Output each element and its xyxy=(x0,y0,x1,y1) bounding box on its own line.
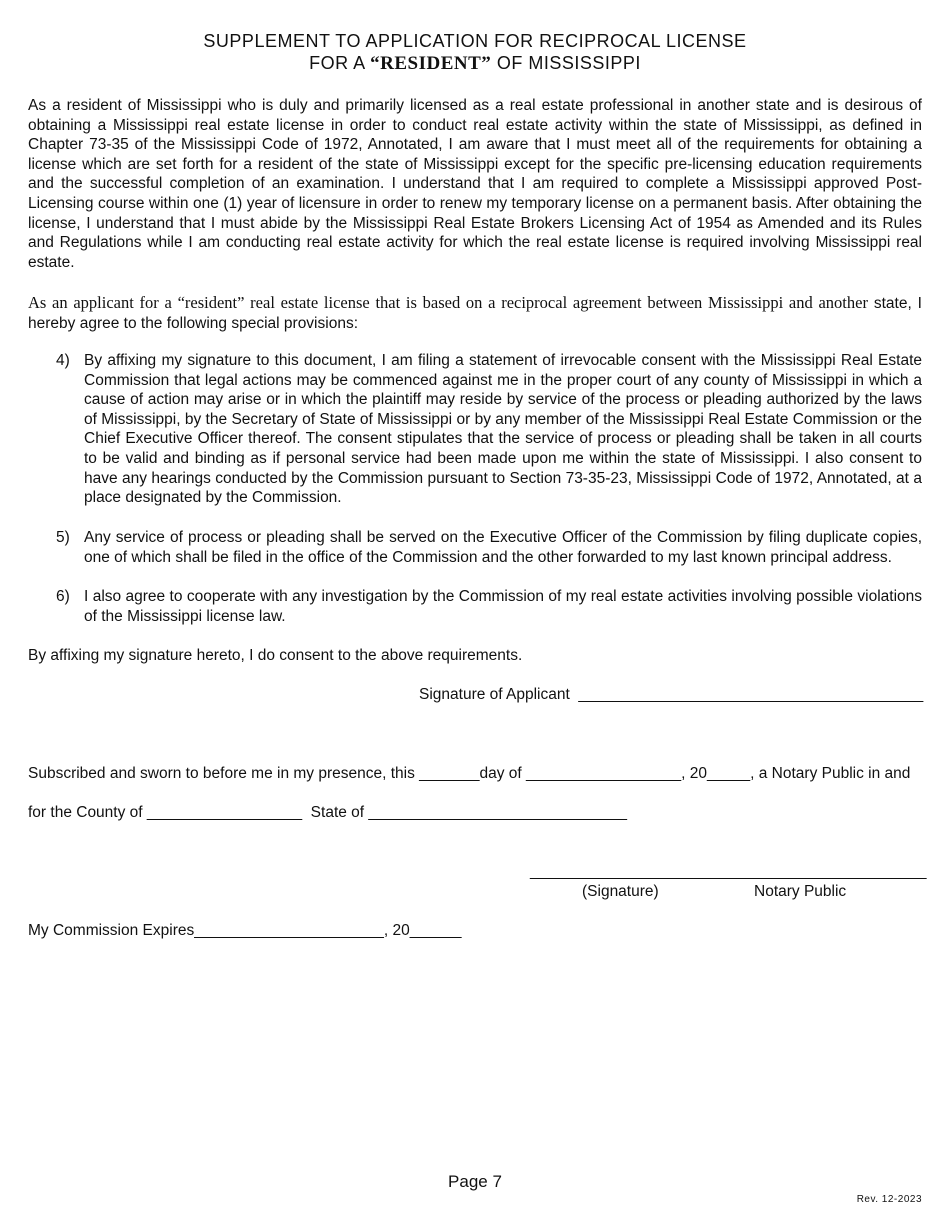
provision-item xyxy=(56,528,922,567)
notary-signature-label: (Signature) xyxy=(582,883,659,900)
sworn-statement-line[interactable]: Subscribed and sworn to before me in my presence, this _______day of __________________, 20_____, a Notary Public in and xyxy=(28,765,911,782)
provision-number: 6) xyxy=(56,588,70,605)
provision-text: By affixing my signature to this document, I am filing a statement of irrevocable consent with the Mississippi Real Estate Commission that legal actions may be commenced against me in the proper court of any county of Mississippi in which a cause of action may arise or in which the plaintiff may reside by service of the process or pleading authorized by the laws of Mississippi, by the Secretary of State of Mississippi or by any member of the Mississippi Real Estate Commission or the Chief Executive Officer thereof. The consent stipulates that the service of process or pleading shall be taken in all courts to be valid and binding as if personal service had been made upon me within the state of Mississippi. I also consent to have any hearings conducted by the Commission pursuant to Section 73-35-23, Mississippi Code of 1972, Annotated, at a place designated by the Commission. xyxy=(84,352,922,507)
provision-text: I also agree to cooperate with any investigation by the Commission of my real estate activities involving possible violations of the Mississippi license law. xyxy=(84,588,922,625)
consent-statement: By affixing my signature hereto, I do consent to the above requirements. xyxy=(28,647,523,664)
provision-item xyxy=(56,351,922,508)
applicant-signature-field[interactable]: Signature of Applicant ________________________________________ xyxy=(419,686,924,703)
agreement-intro-serif: As an applicant for a “resident” real estate license that is based on a reciprocal agreement between Mississippi and another xyxy=(28,293,868,312)
provision-text: Any service of process or pleading shall be served on the Executive Officer of the Commission by filing duplicate copies, one of which shall be filed in the office of the Commission and the other forwarded to my last known principal address. xyxy=(84,529,922,566)
agreement-intro-rest: state, I hereby agree to the following special provisions: xyxy=(28,295,922,332)
notary-signature-rule[interactable]: ______________________________________________ xyxy=(530,863,927,880)
notary-public-label: Notary Public xyxy=(754,883,847,900)
agreement-intro xyxy=(28,293,922,333)
title-line-2 xyxy=(0,52,950,75)
commission-expires-line[interactable]: My Commission Expires______________________, 20______ xyxy=(28,922,462,939)
provision-number: 5) xyxy=(56,529,70,546)
title-line-2-resident: “RESIDENT” xyxy=(370,53,492,74)
title-line-1: SUPPLEMENT TO APPLICATION FOR RECIPROCAL LICENSE xyxy=(203,31,747,51)
intro-paragraph: As a resident of Mississippi who is duly and primarily licensed as a real estate professional in another state and is desirous of obtaining a Mississippi real estate license in order to conduct real estate activity within the state of Mississippi, as defined in Chapter 73-35 of the Mississippi Code of 1972, Annotated, I am aware that I must meet all of the requirements for obtaining a license which are set forth for a resident of the state of Mississippi except for the specific pre-licensing education requirements and the successful completion of an examination. I understand that I am required to complete a Mississippi approved Post-Licensing course within one (1) year of licensure in order to renew my temporary license on a permanent basis. After obtaining the license, I understand that I must abide by the Mississippi Real Estate Brokers Licensing Act of 1954 as Amended and its Rules and Regulations while I am conducting real estate activity for which the real estate license is required involving Mississippi real estate. xyxy=(28,97,922,271)
provision-item xyxy=(56,587,922,626)
provision-number: 4) xyxy=(56,352,70,369)
title-line-2-prefix: FOR A xyxy=(309,53,365,73)
county-state-line[interactable]: for the County of __________________ State of ______________________________ xyxy=(28,804,628,821)
page-number: Page 7 xyxy=(448,1172,502,1191)
revision-date: Rev. 12-2023 xyxy=(856,1194,922,1205)
title-line-2-suffix: OF MISSISSIPPI xyxy=(496,53,641,73)
form-title xyxy=(0,30,950,75)
